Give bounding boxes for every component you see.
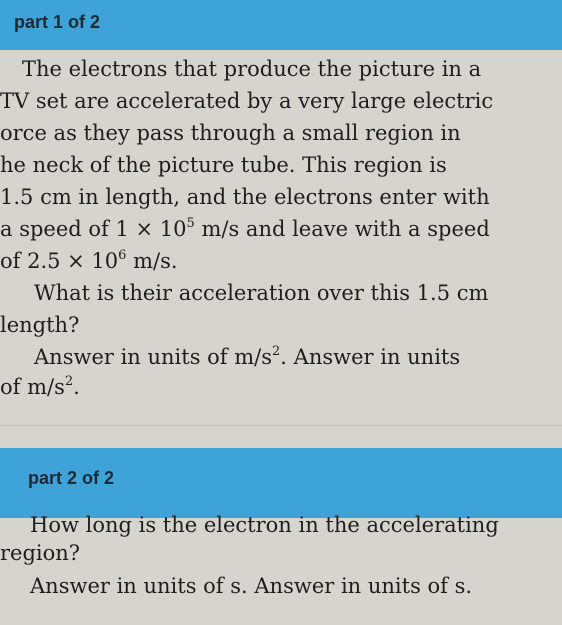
line-6-prefix: a speed of <box>0 217 116 241</box>
part-2-header-label: part 2 of 2 <box>28 468 115 488</box>
question-line-2: length? <box>0 313 80 337</box>
part-2-question-line-2: region? <box>0 541 81 565</box>
answer-2-suffix: . <box>73 375 80 399</box>
entry-speed <box>115 217 239 241</box>
problem-text-line-3: orce as they pass through a small region in <box>0 121 461 145</box>
answer-1-prefix: Answer in units of m/s <box>34 345 273 369</box>
answer-2-exponent: 2 <box>64 374 74 389</box>
answer-2-prefix: of m/s <box>0 375 65 399</box>
part-2-question-line-1: How long is the electron in the accelerating <box>30 513 499 537</box>
answer-instruction-line-1 <box>34 344 460 370</box>
exit-speed-base: 2.5 × 10 <box>27 249 119 273</box>
problem-text-line-5: 1.5 cm in length, and the electrons enter with <box>0 185 490 209</box>
exit-speed <box>27 249 177 273</box>
entry-speed-exponent: 5 <box>186 216 195 231</box>
answer-1-suffix: . Answer in units <box>280 345 461 369</box>
answer-1-exponent: 2 <box>272 344 281 359</box>
problem-text-line-2: TV set are accelerated by a very large electric <box>0 89 494 113</box>
problem-text-line-6 <box>0 216 490 242</box>
problem-text-line-1: The electrons that produce the picture in a <box>22 57 482 81</box>
part-divider <box>0 425 562 426</box>
line-6-suffix: and leave with a speed <box>239 217 490 241</box>
question-line-1: What is their acceleration over this 1.5 cm <box>34 281 489 305</box>
answer-instruction-line-2 <box>0 374 80 400</box>
problem-text-line-7 <box>0 248 178 274</box>
part-2-answer-instruction: Answer in units of s. Answer in units of s. <box>30 574 473 598</box>
problem-text-line-4: he neck of the picture tube. This region is <box>0 153 447 177</box>
exit-speed-exponent: 6 <box>118 248 127 263</box>
part-1-header <box>0 0 562 50</box>
line-7-prefix: of <box>0 249 28 273</box>
entry-speed-base: 1 × 10 <box>115 217 187 241</box>
part-2-header <box>0 448 562 518</box>
exit-speed-unit: m/s. <box>126 249 178 273</box>
entry-speed-unit: m/s <box>194 217 240 241</box>
part-1-header-label: part 1 of 2 <box>14 12 101 32</box>
